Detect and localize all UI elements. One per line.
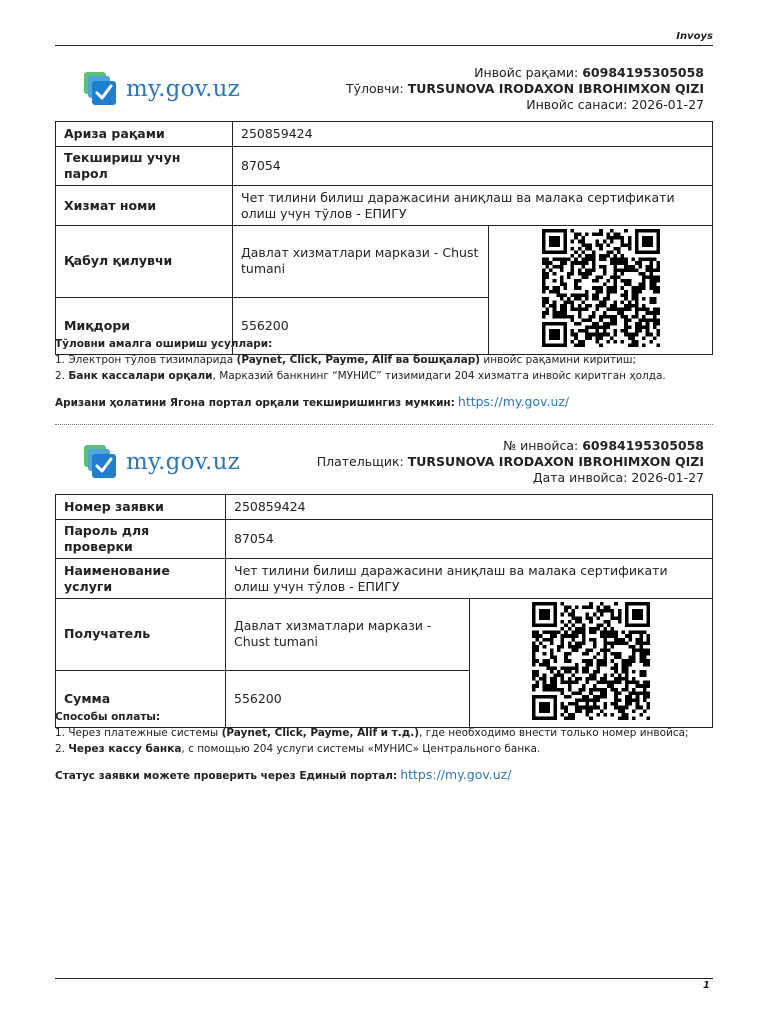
payment-method-2: 2. Банк кассалари орқали, Марказий банкнинг “МУНИС” тизимидаги 204 хизматга инвойс киритган ҳолда.	[55, 370, 666, 382]
amount-label: Сумма	[56, 670, 226, 727]
portal-link[interactable]: https://my.gov.uz/	[457, 394, 570, 409]
table-row	[56, 186, 713, 226]
invoice-number-label: Инвойс рақами:	[474, 65, 579, 80]
payment-method-2: 2. Через кассу банка, с помощью 204 услуги системы «МУНИС» Центрального банка.	[55, 743, 541, 755]
logo-ru	[82, 443, 240, 481]
password-value: 87054	[226, 520, 713, 559]
mygov-logo-icon	[82, 443, 120, 481]
logo-uz	[82, 70, 240, 108]
table-row	[56, 147, 713, 186]
page-number: 1	[703, 980, 710, 991]
table-row	[56, 559, 713, 599]
tear-line	[55, 424, 713, 425]
application-number-label: Ариза рақами	[56, 122, 233, 147]
invoice-number: 60984195305058	[582, 65, 704, 80]
portal-note-ru	[55, 767, 511, 782]
table-row	[56, 599, 713, 671]
password-value: 87054	[233, 147, 713, 186]
application-number-value: 250859424	[233, 122, 713, 147]
password-label: Текшириш учун парол	[56, 147, 233, 186]
payment-methods-title: Способы оплаты:	[55, 711, 161, 723]
receiver-label: Қабул қилувчи	[56, 226, 233, 298]
invoice-info-ru	[317, 438, 704, 486]
portal-link[interactable]: https://my.gov.uz/	[400, 767, 512, 782]
service-name-value: Чет тилини билиш даражасини аниқлаш ва малака сертификати олиш учун тўлов - ЕПИГУ	[226, 559, 713, 599]
logo-text: my.gov.uz	[126, 449, 240, 475]
payment-methods-uz	[55, 336, 666, 384]
amount-value: 556200	[233, 297, 489, 354]
payment-method-1: 1. Электрон тўлов тизимларида (Paynet, Click, Payme, Alif ва бошқалар) инвойс рақамини киритиш;	[55, 354, 637, 366]
invoice-number: 60984195305058	[582, 438, 704, 453]
amount-label: Миқдори	[56, 297, 233, 354]
table-row	[56, 495, 713, 520]
portal-text: Статус заявки можете проверить через Единый портал:	[55, 770, 398, 782]
service-name-value: Чет тилини билиш даражасини аниқлаш ва малака сертификати олиш учун тўлов - ЕПИГУ	[233, 186, 713, 226]
amount-value: 556200	[226, 670, 470, 727]
invoice-date: 2026-01-27	[631, 470, 704, 485]
service-name-label: Хизмат номи	[56, 186, 233, 226]
table-row	[56, 122, 713, 147]
page-header-title: Invoys	[676, 31, 713, 42]
payer-name: TURSUNOVA IRODAXON IBROHIMXON QIZI	[407, 81, 704, 96]
service-name-label: Наименование услуги	[56, 559, 226, 599]
mygov-logo-icon	[82, 70, 120, 108]
invoice-table-ru	[55, 494, 713, 728]
application-number-label: Номер заявки	[56, 495, 226, 520]
header-rule	[55, 45, 713, 46]
payer-name: TURSUNOVA IRODAXON IBROHIMXON QIZI	[407, 454, 704, 469]
payment-methods-title: Тўловни амалга ошириш усуллари:	[55, 338, 273, 350]
invoice-table-uz	[55, 121, 713, 355]
qr-code-icon	[530, 602, 652, 720]
qr-code-icon	[540, 229, 662, 347]
payer-label: Плательщик:	[316, 454, 404, 469]
receiver-value: Давлат хизматлари маркази - Chust tumani	[226, 599, 470, 671]
invoice-info-uz	[346, 65, 704, 113]
footer-rule	[55, 978, 713, 979]
payer-label: Тўловчи:	[346, 81, 404, 96]
receiver-value: Давлат хизматлари маркази - Chust tumani	[233, 226, 489, 298]
invoice-date-label: Инвойс санаси:	[526, 97, 628, 112]
portal-note-uz	[55, 394, 569, 409]
portal-text: Аризани ҳолатини Ягона портал орқали текширишингиз мумкин:	[55, 397, 455, 409]
invoice-number-label: № инвойса:	[503, 438, 579, 453]
payment-methods-ru	[55, 709, 689, 757]
logo-text: my.gov.uz	[126, 76, 240, 102]
application-number-value: 250859424	[226, 495, 713, 520]
table-row	[56, 226, 713, 298]
invoice-date: 2026-01-27	[631, 97, 704, 112]
password-label: Пароль для проверки	[56, 520, 226, 559]
table-row	[56, 520, 713, 559]
payment-method-1: 1. Через платежные системы (Paynet, Click, Payme, Alif и т.д.), где необходимо внести только номер инвойса;	[55, 727, 689, 739]
receiver-label: Получатель	[56, 599, 226, 671]
invoice-date-label: Дата инвойса:	[532, 470, 628, 485]
